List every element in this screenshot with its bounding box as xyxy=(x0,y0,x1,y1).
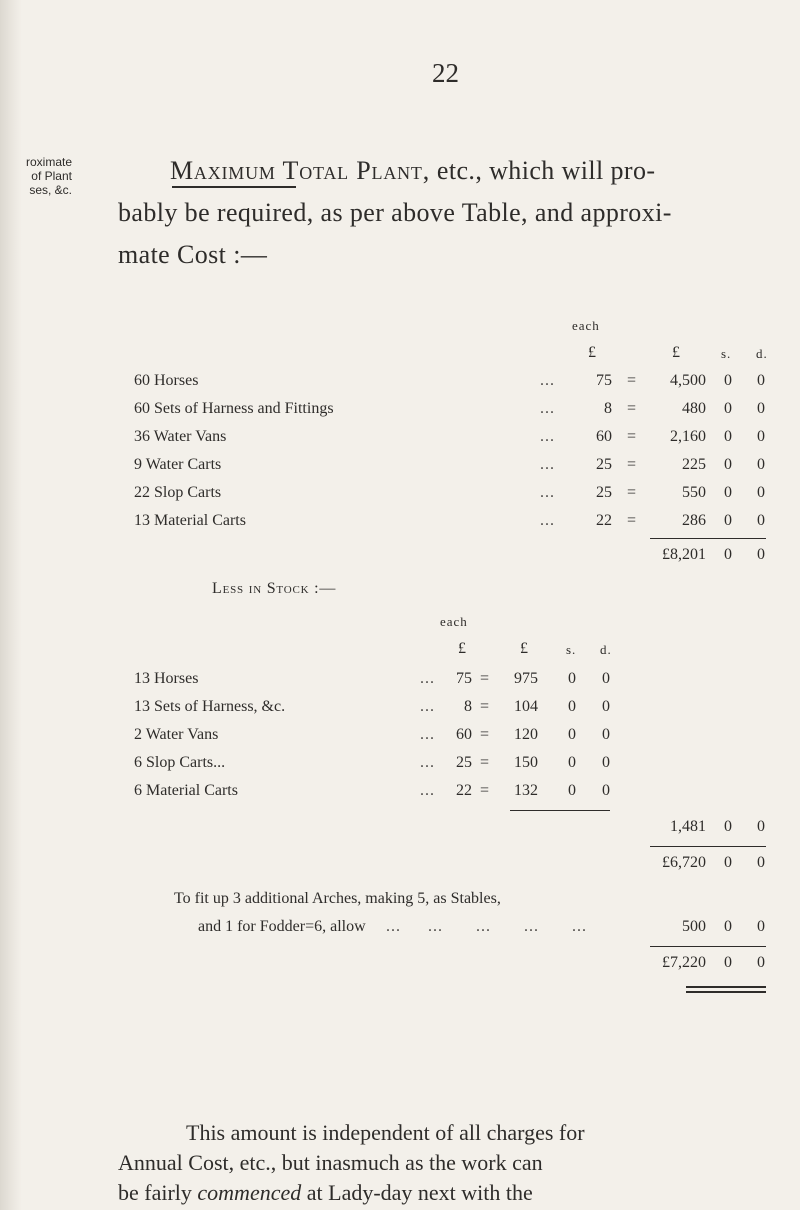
row-each: 25 xyxy=(596,484,612,501)
plant-col-d: d. xyxy=(756,346,768,361)
row-d: 0 xyxy=(757,372,765,389)
row-total: 550 xyxy=(682,484,706,501)
plant-col-s: s. xyxy=(721,346,732,361)
row-total: 132 xyxy=(514,782,538,799)
row-d: 0 xyxy=(602,782,610,799)
margin-note-line: ses, &c. xyxy=(29,183,72,197)
equals-sign: = xyxy=(480,782,490,799)
row-s: 0 xyxy=(568,670,576,687)
stock-each-header: each xyxy=(440,614,468,629)
equals-sign: = xyxy=(627,428,637,445)
row-label: 6 Material Carts xyxy=(134,782,238,799)
row-each: 60 xyxy=(456,726,472,743)
row-total: 150 xyxy=(514,754,538,771)
row-label: 36 Water Vans xyxy=(134,428,227,445)
equals-sign: = xyxy=(480,754,490,771)
row-each: 22 xyxy=(596,512,612,529)
plant-subtotal: £8,201 xyxy=(662,546,706,563)
double-rule-bottom xyxy=(686,991,766,993)
stock-total-d: 0 xyxy=(757,818,765,835)
leader-dots: ... xyxy=(540,484,555,501)
row-each: 8 xyxy=(604,400,612,417)
plant-col-total-pound: £ xyxy=(672,344,680,361)
arches-s: 0 xyxy=(724,918,732,935)
row-total: 4,500 xyxy=(670,372,706,389)
heading-line1-rest: etc., which will pro- xyxy=(430,156,656,185)
stock-col-d: d. xyxy=(600,642,612,657)
leader-dots: ... xyxy=(540,512,555,529)
plant-col-pound: £ xyxy=(588,344,596,361)
closing-line3-pre: be fairly xyxy=(118,1180,198,1205)
margin-note xyxy=(8,155,72,197)
section-heading xyxy=(118,150,798,276)
plant-subtotal-s: 0 xyxy=(724,546,732,563)
plant-each-header: each xyxy=(572,318,600,333)
row-d: 0 xyxy=(602,698,610,715)
row-s: 0 xyxy=(568,726,576,743)
row-s: 0 xyxy=(724,372,732,389)
row-total: 975 xyxy=(514,670,538,687)
row-d: 0 xyxy=(757,512,765,529)
heading-line3: mate Cost :— xyxy=(118,240,268,269)
row-s: 0 xyxy=(724,456,732,473)
row-d: 0 xyxy=(757,428,765,445)
plant-subtotal-d: 0 xyxy=(757,546,765,563)
closing-line3-post: at Lady-day next with the xyxy=(301,1180,533,1205)
leader-dots: ... xyxy=(540,372,555,389)
leader-dots: ... xyxy=(420,726,435,743)
stock-total: 1,481 xyxy=(670,818,706,835)
equals-sign: = xyxy=(480,698,490,715)
row-label: 60 Horses xyxy=(134,372,199,389)
row-s: 0 xyxy=(568,698,576,715)
equals-sign: = xyxy=(627,512,637,529)
double-rule-top xyxy=(686,986,766,988)
stock-col-total-pound: £ xyxy=(520,640,528,657)
leader-dots: ... xyxy=(420,698,435,715)
margin-note-line: roximate xyxy=(25,155,72,169)
leader-dots: ... xyxy=(420,754,435,771)
arches-d: 0 xyxy=(757,918,765,935)
row-d: 0 xyxy=(602,726,610,743)
heading-line2: bably be required, as per above Table, and approxi- xyxy=(118,198,672,227)
closing-line1: This amount is independent of all charges for xyxy=(186,1120,585,1145)
row-each: 75 xyxy=(596,372,612,389)
row-d: 0 xyxy=(602,754,610,771)
row-s: 0 xyxy=(724,428,732,445)
equals-sign: = xyxy=(480,670,490,687)
stock-col-pound: £ xyxy=(458,640,466,657)
row-label: 60 Sets of Harness and Fittings xyxy=(134,400,334,417)
row-each: 75 xyxy=(456,670,472,687)
arches-line1: To fit up 3 additional Arches, making 5, as Stables, xyxy=(174,890,501,907)
row-label: 6 Slop Carts... xyxy=(134,754,226,771)
equals-sign: = xyxy=(627,372,637,389)
leader-dots: ... xyxy=(524,918,539,935)
stock-col-s: s. xyxy=(566,642,577,657)
row-total: 104 xyxy=(514,698,538,715)
grand-total-rule xyxy=(650,946,766,947)
row-d: 0 xyxy=(757,456,765,473)
leader-dots: ... xyxy=(476,918,491,935)
row-each: 25 xyxy=(456,754,472,771)
subtotal-rule xyxy=(650,538,766,539)
row-s: 0 xyxy=(724,400,732,417)
row-each: 22 xyxy=(456,782,472,799)
leader-dots: ... xyxy=(540,456,555,473)
row-s: 0 xyxy=(724,484,732,501)
row-label: 22 Slop Carts xyxy=(134,484,222,501)
stock-total-s: 0 xyxy=(724,818,732,835)
row-total: 2,160 xyxy=(670,428,706,445)
grand-total-d: 0 xyxy=(757,954,765,971)
equals-sign: = xyxy=(480,726,490,743)
grand-total-s: 0 xyxy=(724,954,732,971)
margin-note-line: of Plant xyxy=(31,169,72,183)
row-each: 60 xyxy=(596,428,612,445)
equals-sign: = xyxy=(627,456,637,473)
arches-line2: and 1 for Fodder=6, allow xyxy=(198,918,366,935)
row-label: 13 Material Carts xyxy=(134,512,246,529)
row-label: 9 Water Carts xyxy=(134,456,222,473)
leader-dots: ... xyxy=(540,428,555,445)
row-total: 286 xyxy=(682,512,706,529)
heading-underline xyxy=(172,186,296,188)
row-d: 0 xyxy=(757,484,765,501)
row-label: 13 Horses xyxy=(134,670,199,687)
leader-dots: ... xyxy=(428,918,443,935)
row-total: 120 xyxy=(514,726,538,743)
net-total-s: 0 xyxy=(724,854,732,871)
stock-total-rule xyxy=(510,810,610,811)
leader-dots: ... xyxy=(420,782,435,799)
leader-dots: ... xyxy=(420,670,435,687)
row-s: 0 xyxy=(568,754,576,771)
leader-dots: ... xyxy=(572,918,587,935)
closing-line2: Annual Cost, etc., but inasmuch as the work can xyxy=(118,1150,543,1175)
net-total: £6,720 xyxy=(662,854,706,871)
heading-smallcaps: Maximum Total Plant, xyxy=(170,156,431,185)
leader-dots: ... xyxy=(386,918,401,935)
row-total: 225 xyxy=(682,456,706,473)
equals-sign: = xyxy=(627,400,637,417)
row-d: 0 xyxy=(757,400,765,417)
grand-total: £7,220 xyxy=(662,954,706,971)
leader-dots: ... xyxy=(540,400,555,417)
row-s: 0 xyxy=(724,512,732,529)
row-label: 13 Sets of Harness, &c. xyxy=(134,698,286,715)
arches-pounds: 500 xyxy=(682,918,706,935)
net-rule xyxy=(650,846,766,847)
closing-line3-emphasis: commenced xyxy=(197,1180,302,1205)
closing-paragraph xyxy=(118,1118,778,1208)
row-total: 480 xyxy=(682,400,706,417)
row-each: 8 xyxy=(464,698,472,715)
page-number: 22 xyxy=(432,58,459,88)
row-each: 25 xyxy=(596,456,612,473)
net-total-d: 0 xyxy=(757,854,765,871)
stock-heading: Less in Stock :— xyxy=(212,580,337,597)
row-label: 2 Water Vans xyxy=(134,726,219,743)
row-d: 0 xyxy=(602,670,610,687)
row-s: 0 xyxy=(568,782,576,799)
equals-sign: = xyxy=(627,484,637,501)
